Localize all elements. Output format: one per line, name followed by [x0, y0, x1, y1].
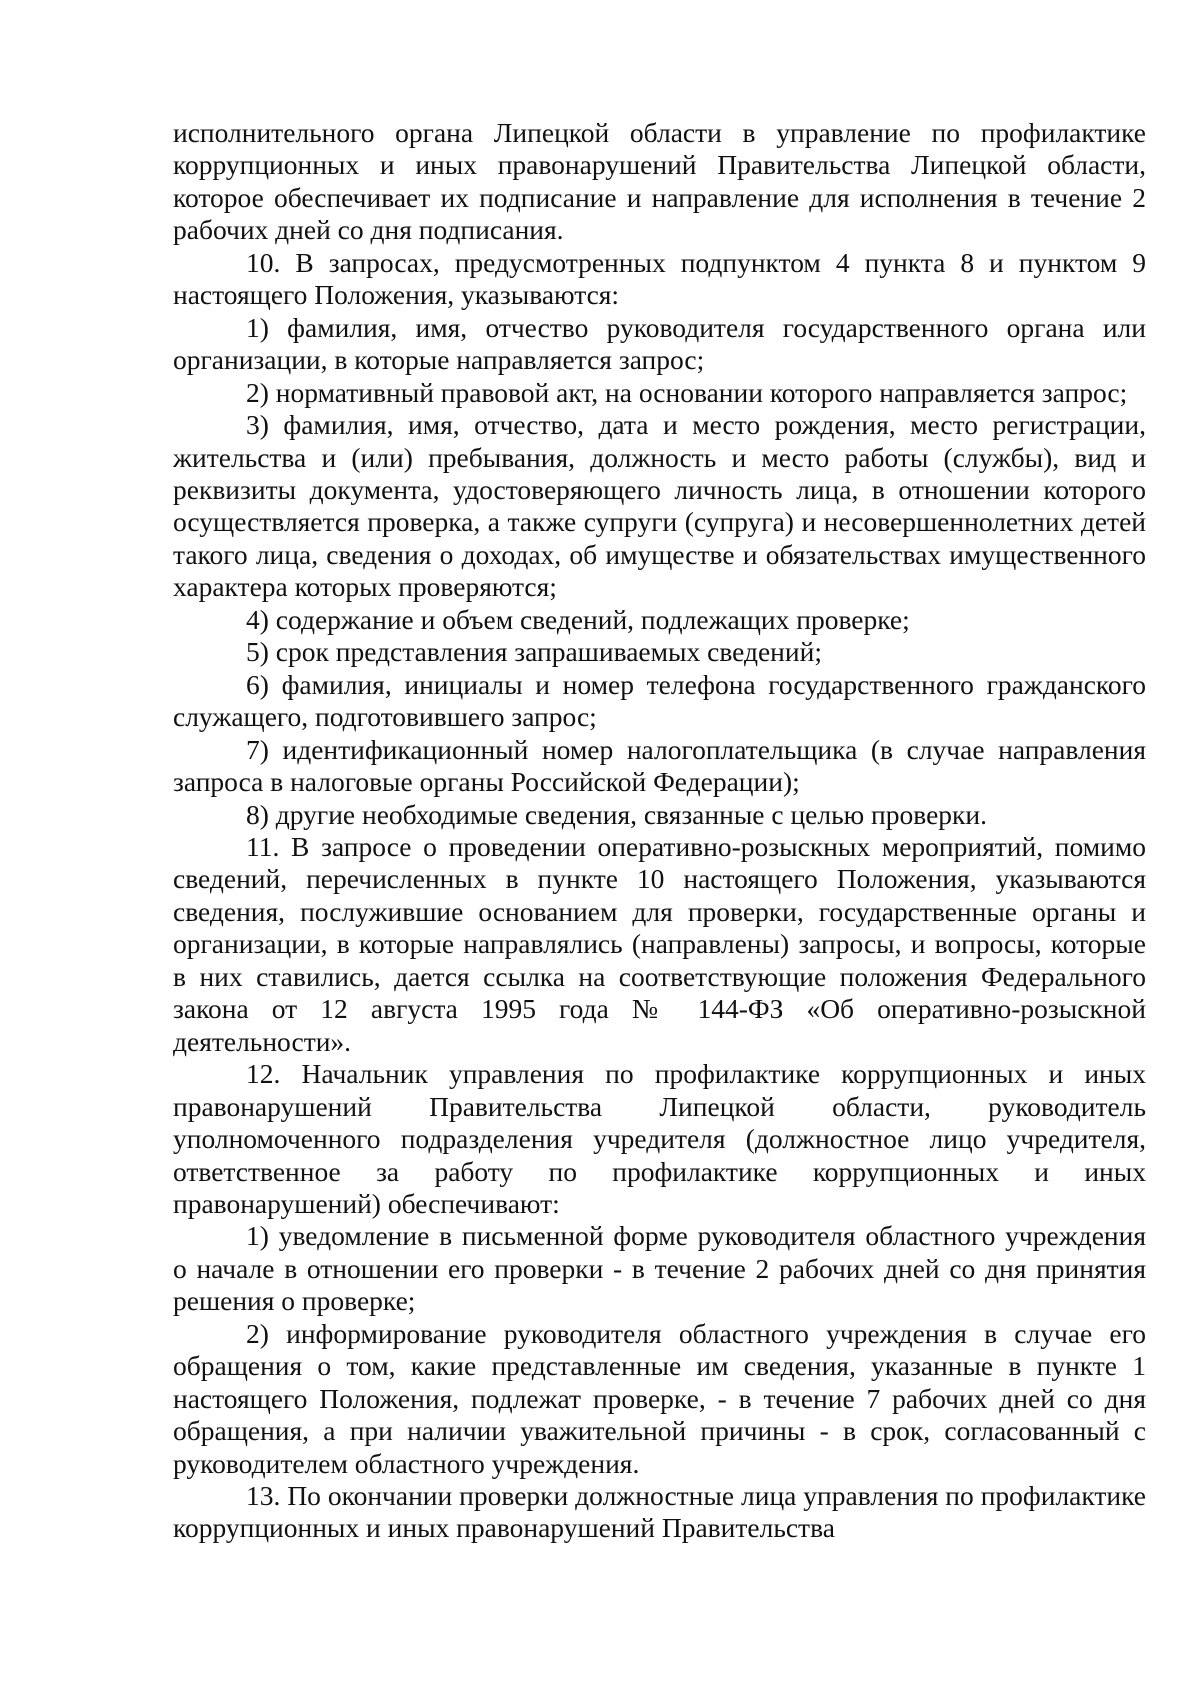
paragraph-subitem-10-1: 1) фамилия, имя, отчество руководителя государственного органа или организации, в которые направляется запрос;: [173, 311, 1146, 376]
paragraph-subitem-10-6: 6) фамилия, инициалы и номер телефона государственного гражданского служащего, подготовившего запрос;: [173, 668, 1146, 733]
paragraph-subitem-10-7: 7) идентификационный номер налогоплательщика (в случае направления запроса в налоговые органы Российской Федерации);: [173, 733, 1146, 798]
paragraph-continuation: исполнительного органа Липецкой области в управление по профилактике коррупционных и иных правонарушений Правительства Липецкой области, которое обеспечивает их подписание и направление для исполнения в течение 2 рабочих дней со дня подписания.: [173, 117, 1146, 246]
paragraph-subitem-10-8: 8) другие необходимые сведения, связанные с целью проверки.: [246, 798, 988, 830]
document-body: [173, 117, 1146, 1545]
paragraph-subitem-10-3: 3) фамилия, имя, отчество, дата и место рождения, место регистрации, жительства и (или) пребывания, должность и место работы (службы), вид и реквизиты документа, удостоверяющего личность лица, в отношении которого осуществляется проверка, а также супруги (супруга) и несовершеннолетних детей такого лица, сведения о доходах, об имуществе и обязательствах имущественного характера которых проверяются;: [173, 409, 1146, 603]
paragraph-subitem-12-2: 2) информирование руководителя областного учреждения в случае его обращения о том, какие представленные им сведения, указанные в пункте 1 настоящего Положения, подлежат проверке, - в течение 7 рабочих дней со дня обращения, а при наличии уважительной причины - в срок, согласованный с руководителем областного учреждения.: [173, 1317, 1146, 1479]
paragraph-subitem-10-5: 5) срок представления запрашиваемых сведений;: [246, 636, 822, 668]
paragraph-item-11: 11. В запросе о проведении оперативно-розыскных мероприятий, помимо сведений, перечисленных в пункте 10 настоящего Положения, указываются сведения, послужившие основанием для проверки, государственные органы и организации, в которые направлялись (направлены) запросы, и вопросы, которые в них ставились, дается ссылка на соответствующие положения Федерального закона от 12 августа 1995 года № 144-ФЗ «Об оперативно-розыскной деятельности».: [173, 830, 1146, 1057]
paragraph-item-10: 10. В запросах, предусмотренных подпунктом 4 пункта 8 и пунктом 9 настоящего Положения, указываются:: [173, 246, 1146, 311]
paragraph-subitem-12-1: 1) уведомление в письменной форме руководителя областного учреждения о начале в отношении его проверки - в течение 2 рабочих дней со дня принятия решения о проверке;: [173, 1220, 1146, 1317]
paragraph-subitem-10-4: 4) содержание и объем сведений, подлежащих проверке;: [246, 603, 910, 635]
paragraph-subitem-10-2: 2) нормативный правовой акт, на основании которого направляется запрос;: [246, 376, 1128, 408]
paragraph-item-13: 13. По окончании проверки должностные лица управления по профилактике коррупционных и иных правонарушений Правительства: [173, 1480, 1146, 1544]
paragraph-item-12: 12. Начальник управления по профилактике коррупционных и иных правонарушений Правительства Липецкой области, руководитель уполномоченного подразделения учредителя (должностное лицо учредителя, ответственное за работу по профилактике коррупционных и иных правонарушений) обеспечивают:: [173, 1058, 1146, 1219]
